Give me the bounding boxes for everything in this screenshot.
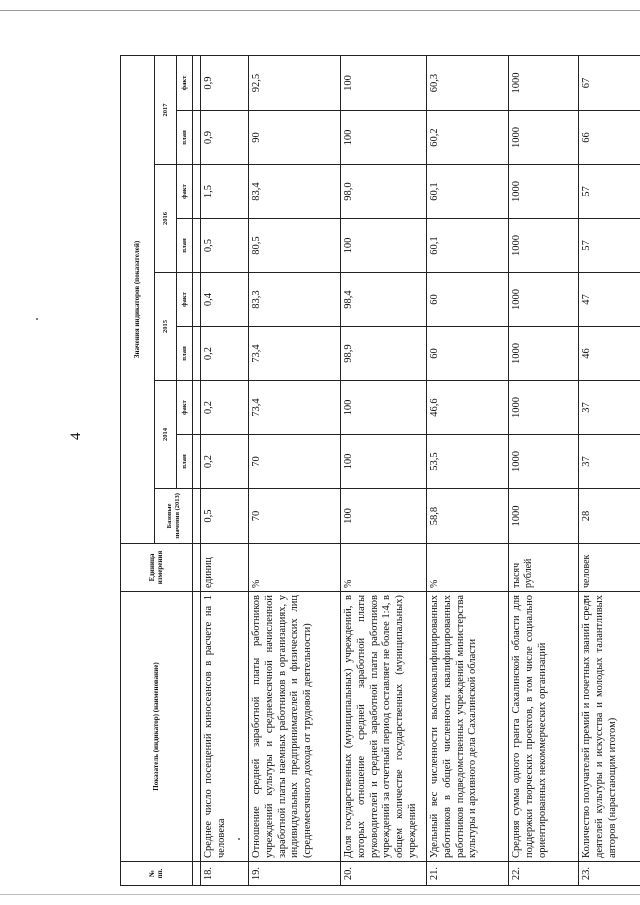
indicator-name: Среднее число посещений киносеансов в расчете на 1 человека xyxy=(201,592,249,862)
header-base: Базовые значения (2013) xyxy=(155,489,193,544)
row-number: 18. xyxy=(201,862,249,886)
value-cell: 0,4 xyxy=(201,273,249,327)
row-number: 22. xyxy=(509,862,579,886)
value-cell: 37 xyxy=(579,381,640,435)
value-cell: 60 xyxy=(427,273,509,327)
page-number: 4 xyxy=(68,432,84,440)
rotated-table-container xyxy=(120,56,620,886)
table-row xyxy=(579,55,640,885)
value-cell: 90 xyxy=(249,111,341,165)
unit-cell: единиц xyxy=(201,544,249,592)
header-indicator: Показатель (индикатор) (наименование) xyxy=(121,592,193,862)
value-cell: 1000 xyxy=(509,327,579,381)
value-cell: 60,1 xyxy=(427,165,509,219)
header-spacer-row xyxy=(193,55,201,885)
base-value: 28 xyxy=(579,489,640,544)
value-cell: 0,5 xyxy=(201,219,249,273)
scan-top-line xyxy=(0,10,640,11)
unit-cell: человек xyxy=(579,544,640,592)
table-row xyxy=(249,55,341,885)
indicators-table xyxy=(120,55,640,886)
header-unit: Единица измерения xyxy=(121,544,193,592)
unit-cell: % xyxy=(341,544,427,592)
indicator-name: Отношение средней заработной платы работников учреждений культуры и среднемесячной начисленной заработной платы наемных работников в организациях, у индивидуальных предпринимателей и физических лиц (среднемесячного дохода от трудовой деятельности) xyxy=(249,592,341,862)
header-year: 2017 xyxy=(155,55,177,164)
value-cell: 1000 xyxy=(509,165,579,219)
row-number: 21. xyxy=(427,862,509,886)
table-row xyxy=(509,55,579,885)
header-year: 2014 xyxy=(155,381,177,489)
value-cell: 100 xyxy=(341,381,427,435)
indicator-name: Средняя сумма одного гранта Сахалинской области для поддержки творческих проектов, в том числе социально ориентированных некоммерческих организаций xyxy=(509,592,579,862)
header-fact: факт xyxy=(177,55,193,110)
value-cell: 70 xyxy=(249,435,341,489)
value-cell: 1000 xyxy=(509,219,579,273)
value-cell: 46 xyxy=(579,327,640,381)
value-cell: 57 xyxy=(579,219,640,273)
indicator-name: Удельный вес численности высококвалифицированных работников в общей численности квалифицированных работников подведомственных учреждений министерства культуры и архивного дела Сахалинской области xyxy=(427,592,509,862)
unit-cell: % xyxy=(249,544,341,592)
base-value: 58,8 xyxy=(427,489,509,544)
unit-cell: % xyxy=(427,544,509,592)
value-cell: 98,4 xyxy=(341,273,427,327)
indicator-name: Количество получателей премий и почетных званий среди деятелей культуры и искусства и молодых талантливых авторов (нарастающим итогом) xyxy=(579,592,640,862)
base-value: 70 xyxy=(249,489,341,544)
value-cell: 53,5 xyxy=(427,435,509,489)
value-cell: 0,9 xyxy=(201,111,249,165)
header-plan: план xyxy=(177,435,193,489)
value-cell: 100 xyxy=(341,435,427,489)
base-value: 0,5 xyxy=(201,489,249,544)
header-plan: план xyxy=(177,111,193,165)
value-cell: 83,3 xyxy=(249,273,341,327)
value-cell: 1000 xyxy=(509,273,579,327)
value-cell: 83,4 xyxy=(249,165,341,219)
table-row xyxy=(201,55,249,885)
value-cell: 60 xyxy=(427,327,509,381)
value-cell: 60,3 xyxy=(427,55,509,110)
table-row xyxy=(341,55,427,885)
value-cell: 73,4 xyxy=(249,327,341,381)
value-cell: 73,4 xyxy=(249,381,341,435)
value-cell: 98,9 xyxy=(341,327,427,381)
value-cell: 80,5 xyxy=(249,219,341,273)
header-no: № пп. xyxy=(121,862,193,886)
header-plan: план xyxy=(177,219,193,273)
value-cell: 98,0 xyxy=(341,165,427,219)
value-cell: 0,2 xyxy=(201,381,249,435)
value-cell: 0,2 xyxy=(201,435,249,489)
indicator-name: Доля государственных (муниципальных) учреждений, в которых отношение средней заработной платы руководителей и средней заработной платы работников учреждений за отчетный период составляет не более 1:4, в общем количестве государственных (муниципальных) учреждений xyxy=(341,592,427,862)
value-cell: 60,2 xyxy=(427,111,509,165)
row-number: 20. xyxy=(341,862,427,886)
value-cell: 1000 xyxy=(509,435,579,489)
value-cell: 1000 xyxy=(509,381,579,435)
value-cell: 92,5 xyxy=(249,55,341,110)
header-fact: факт xyxy=(177,381,193,435)
value-cell: 1,5 xyxy=(201,165,249,219)
value-cell: 100 xyxy=(341,55,427,110)
value-cell: 0,2 xyxy=(201,327,249,381)
value-cell: 100 xyxy=(341,219,427,273)
header-year: 2015 xyxy=(155,273,177,381)
value-cell: 57 xyxy=(579,165,640,219)
header-fact: факт xyxy=(177,273,193,327)
row-number: 23. xyxy=(579,862,640,886)
value-cell: 0,9 xyxy=(201,55,249,110)
row-number: 19. xyxy=(249,862,341,886)
header-year: 2016 xyxy=(155,165,177,273)
unit-cell: тысяч рублей xyxy=(509,544,579,592)
value-cell: 47 xyxy=(579,273,640,327)
base-value: 100 xyxy=(341,489,427,544)
value-cell: 37 xyxy=(579,435,640,489)
value-cell: 67 xyxy=(579,55,640,110)
value-cell: 46,6 xyxy=(427,381,509,435)
value-cell: 60,1 xyxy=(427,219,509,273)
value-cell: 1000 xyxy=(509,111,579,165)
value-cell: 1000 xyxy=(509,55,579,110)
header-fact: факт xyxy=(177,165,193,219)
header-plan: план xyxy=(177,327,193,381)
header-values: Значения индикаторов (показателей) xyxy=(121,55,155,543)
scan-bottom-line xyxy=(0,894,640,895)
scan-speck xyxy=(36,318,38,320)
value-cell: 66 xyxy=(579,111,640,165)
table-row xyxy=(427,55,509,885)
base-value: 1000 xyxy=(509,489,579,544)
value-cell: 100 xyxy=(341,111,427,165)
